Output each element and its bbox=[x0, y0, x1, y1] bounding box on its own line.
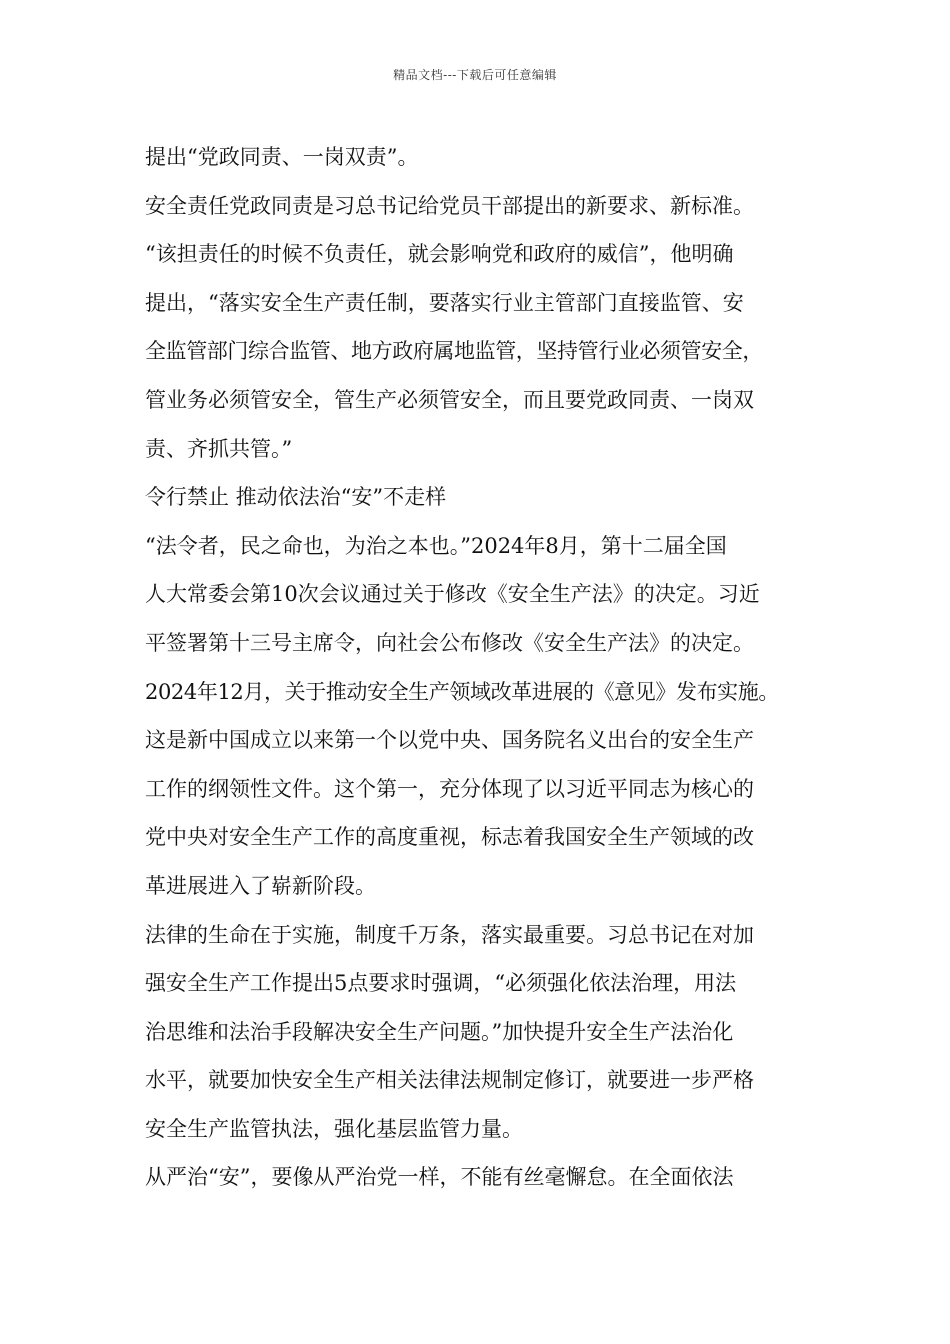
text-line: 党中央对安全生产工作的高度重视，标志着我国安全生产领域的改 bbox=[145, 825, 754, 850]
text-line: 全监管部门综合监管、地方政府属地监管，坚持管行业必须管安全， bbox=[145, 339, 763, 364]
body-text bbox=[145, 133, 815, 1202]
text-line: 水平，就要加快安全生产相关法律法规制定修订，就要进一步严格 bbox=[145, 1068, 754, 1093]
page-header: 精品文档---下载后可任意编辑 bbox=[393, 68, 557, 82]
text-line: 从严治“安”，要像从严治党一样，不能有丝毫懈怠。在全面依法 bbox=[145, 1165, 734, 1190]
text-line: 法律的生命在于实施，制度千万条，落实最重要。习总书记在对加 bbox=[145, 922, 754, 947]
text-line: 提出“党政同责、一岗双责”。 bbox=[145, 145, 419, 169]
text-line: 强安全生产工作提出5点要求时强调，“必须强化依法治理，用法 bbox=[145, 971, 737, 996]
text-line: 这是新中国成立以来第一个以党中央、国务院名义出台的安全生产 bbox=[145, 728, 754, 753]
text-line: 安全责任党政同责是习总书记给党员干部提出的新要求、新标准。 bbox=[145, 193, 754, 218]
text-line: 责、齐抓共管。” bbox=[145, 436, 293, 461]
text-line: 治思维和法治手段解决安全生产问题。”加快提升安全生产法治化 bbox=[145, 1019, 734, 1044]
text-line: 人大常委会第10次会议通过关于修改《安全生产法》的决定。习近 bbox=[145, 582, 760, 607]
text-line: “法令者，民之命也，为治之本也。”2024年8月，第十二届全国 bbox=[145, 533, 727, 558]
text-line: 提出，“落实安全生产责任制，要落实行业主管部门直接监管、安 bbox=[145, 290, 744, 315]
text-line: 工作的纲领性文件。这个第一，充分体现了以习近平同志为核心的 bbox=[145, 776, 754, 801]
text-line: 安全生产监管执法，强化基层监管力量。 bbox=[145, 1116, 523, 1141]
text-line: 2024年12月，关于推动安全生产领域改革进展的《意见》发布实施。 bbox=[145, 679, 779, 704]
text-line: 革进展进入了崭新阶段。 bbox=[145, 873, 376, 898]
text-line: “该担责任的时候不负责任，就会影响党和政府的威信”，他明确 bbox=[145, 242, 734, 267]
section-heading: 令行禁止 推动依法治“安”不走样 bbox=[145, 485, 447, 510]
text-line: 平签署第十三号主席令，向社会公布修改《安全生产法》的决定。 bbox=[145, 630, 754, 655]
text-line: 管业务必须管安全，管生产必须管安全，而且要党政同责、一岗双 bbox=[145, 387, 754, 412]
